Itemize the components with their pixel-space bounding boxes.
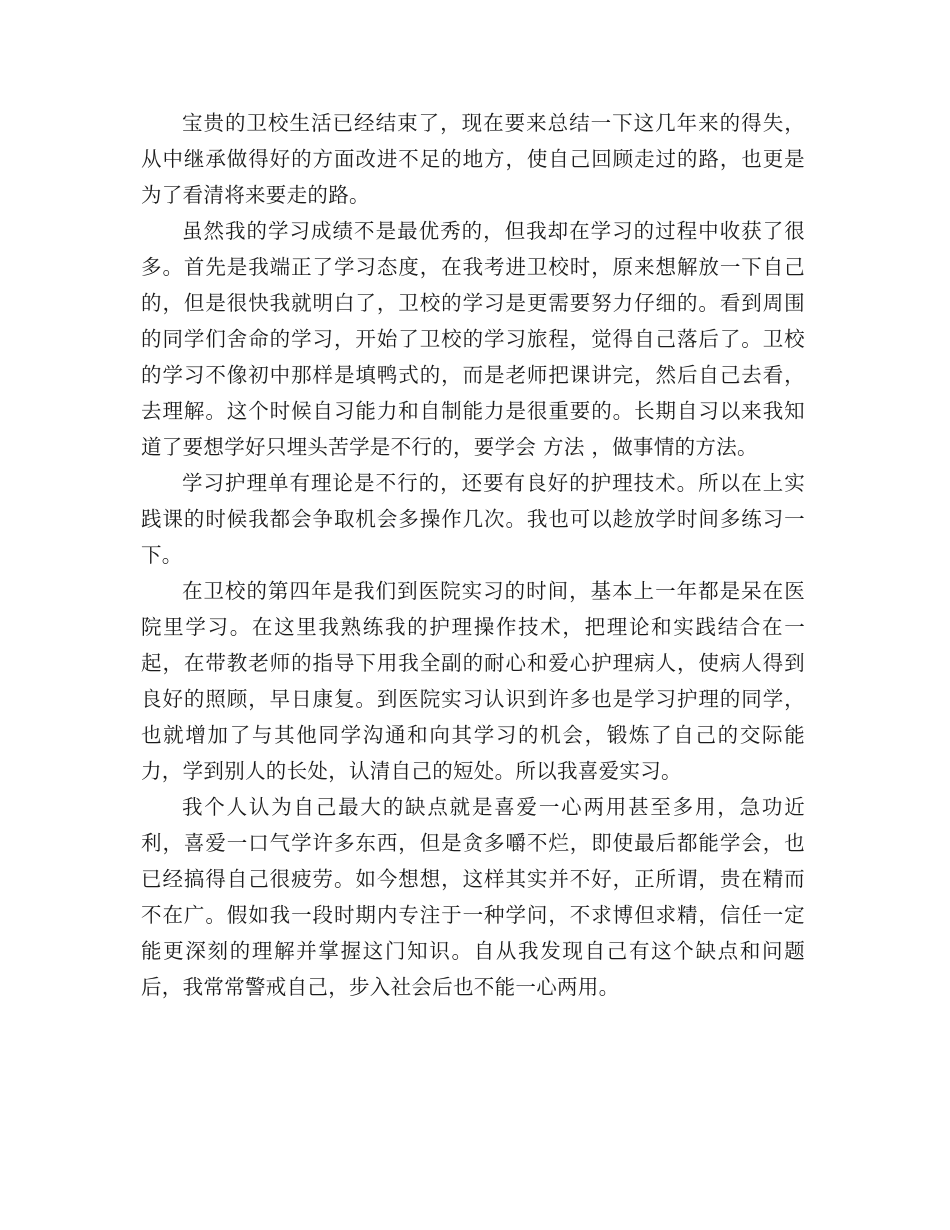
paragraph-nursing-skills: 学习护理单有理论是不行的，还要有良好的护理技术。所以在上实践课的时候我都会争取机会多操作几次。我也可以趁放学时间多练习一下。 [141,471,805,567]
document-body [141,105,805,1005]
paragraph-summary-intro: 宝贵的卫校生活已经结束了，现在要来总结一下这几年来的得失，从中继承做得好的方面改进不足的地方，使自己回顾走过的路，也更是为了看清将来要走的路。 [141,111,805,207]
paragraph-hospital-internship: 在卫校的第四年是我们到医院实习的时间，基本上一年都是呆在医院里学习。在这里我熟练我的护理操作技术，把理论和实践结合在一起，在带教老师的指导下用我全副的耐心和爱心护理病人，使病人得到良好的照顾，早日康复。到医院实习认识到许多也是学习护理的同学，也就增加了与其他同学沟通和向其学习的机会，锻炼了自己的交际能力，学到别人的长处，认清自己的短处。所以我喜爱实习。 [141,579,805,783]
paragraph-personal-shortcoming: 我个人认为自己最大的缺点就是喜爱一心两用甚至多用，急功近利，喜爱一口气学许多东西，但是贪多嚼不烂，即使最后都能学会，也已经搞得自己很疲劳。如今想想，这样其实并不好，正所谓，贵在精而不在广。假如我一段时期内专注于一种学问，不求博但求精，信任一定能更深刻的理解并掌握这门知识。自从我发现自己有这个缺点和问题后，我常常警戒自己，步入社会后也不能一心两用。 [141,795,805,999]
paragraph-study-attitude: 虽然我的学习成绩不是最优秀的，但我却在学习的过程中收获了很多。首先是我端正了学习态度，在我考进卫校时，原来想解放一下自己的，但是很快我就明白了，卫校的学习是更需要努力仔细的。看到周围的同学们舍命的学习，开始了卫校的学习旅程，觉得自己落后了。卫校的学习不像初中那样是填鸭式的，而是老师把课讲完，然后自己去看，去理解。这个时候自习能力和自制能力是很重要的。长期自习以来我知道了要想学好只埋头苦学是不行的，要学会 方法 ，做事情的方法。 [141,219,805,459]
